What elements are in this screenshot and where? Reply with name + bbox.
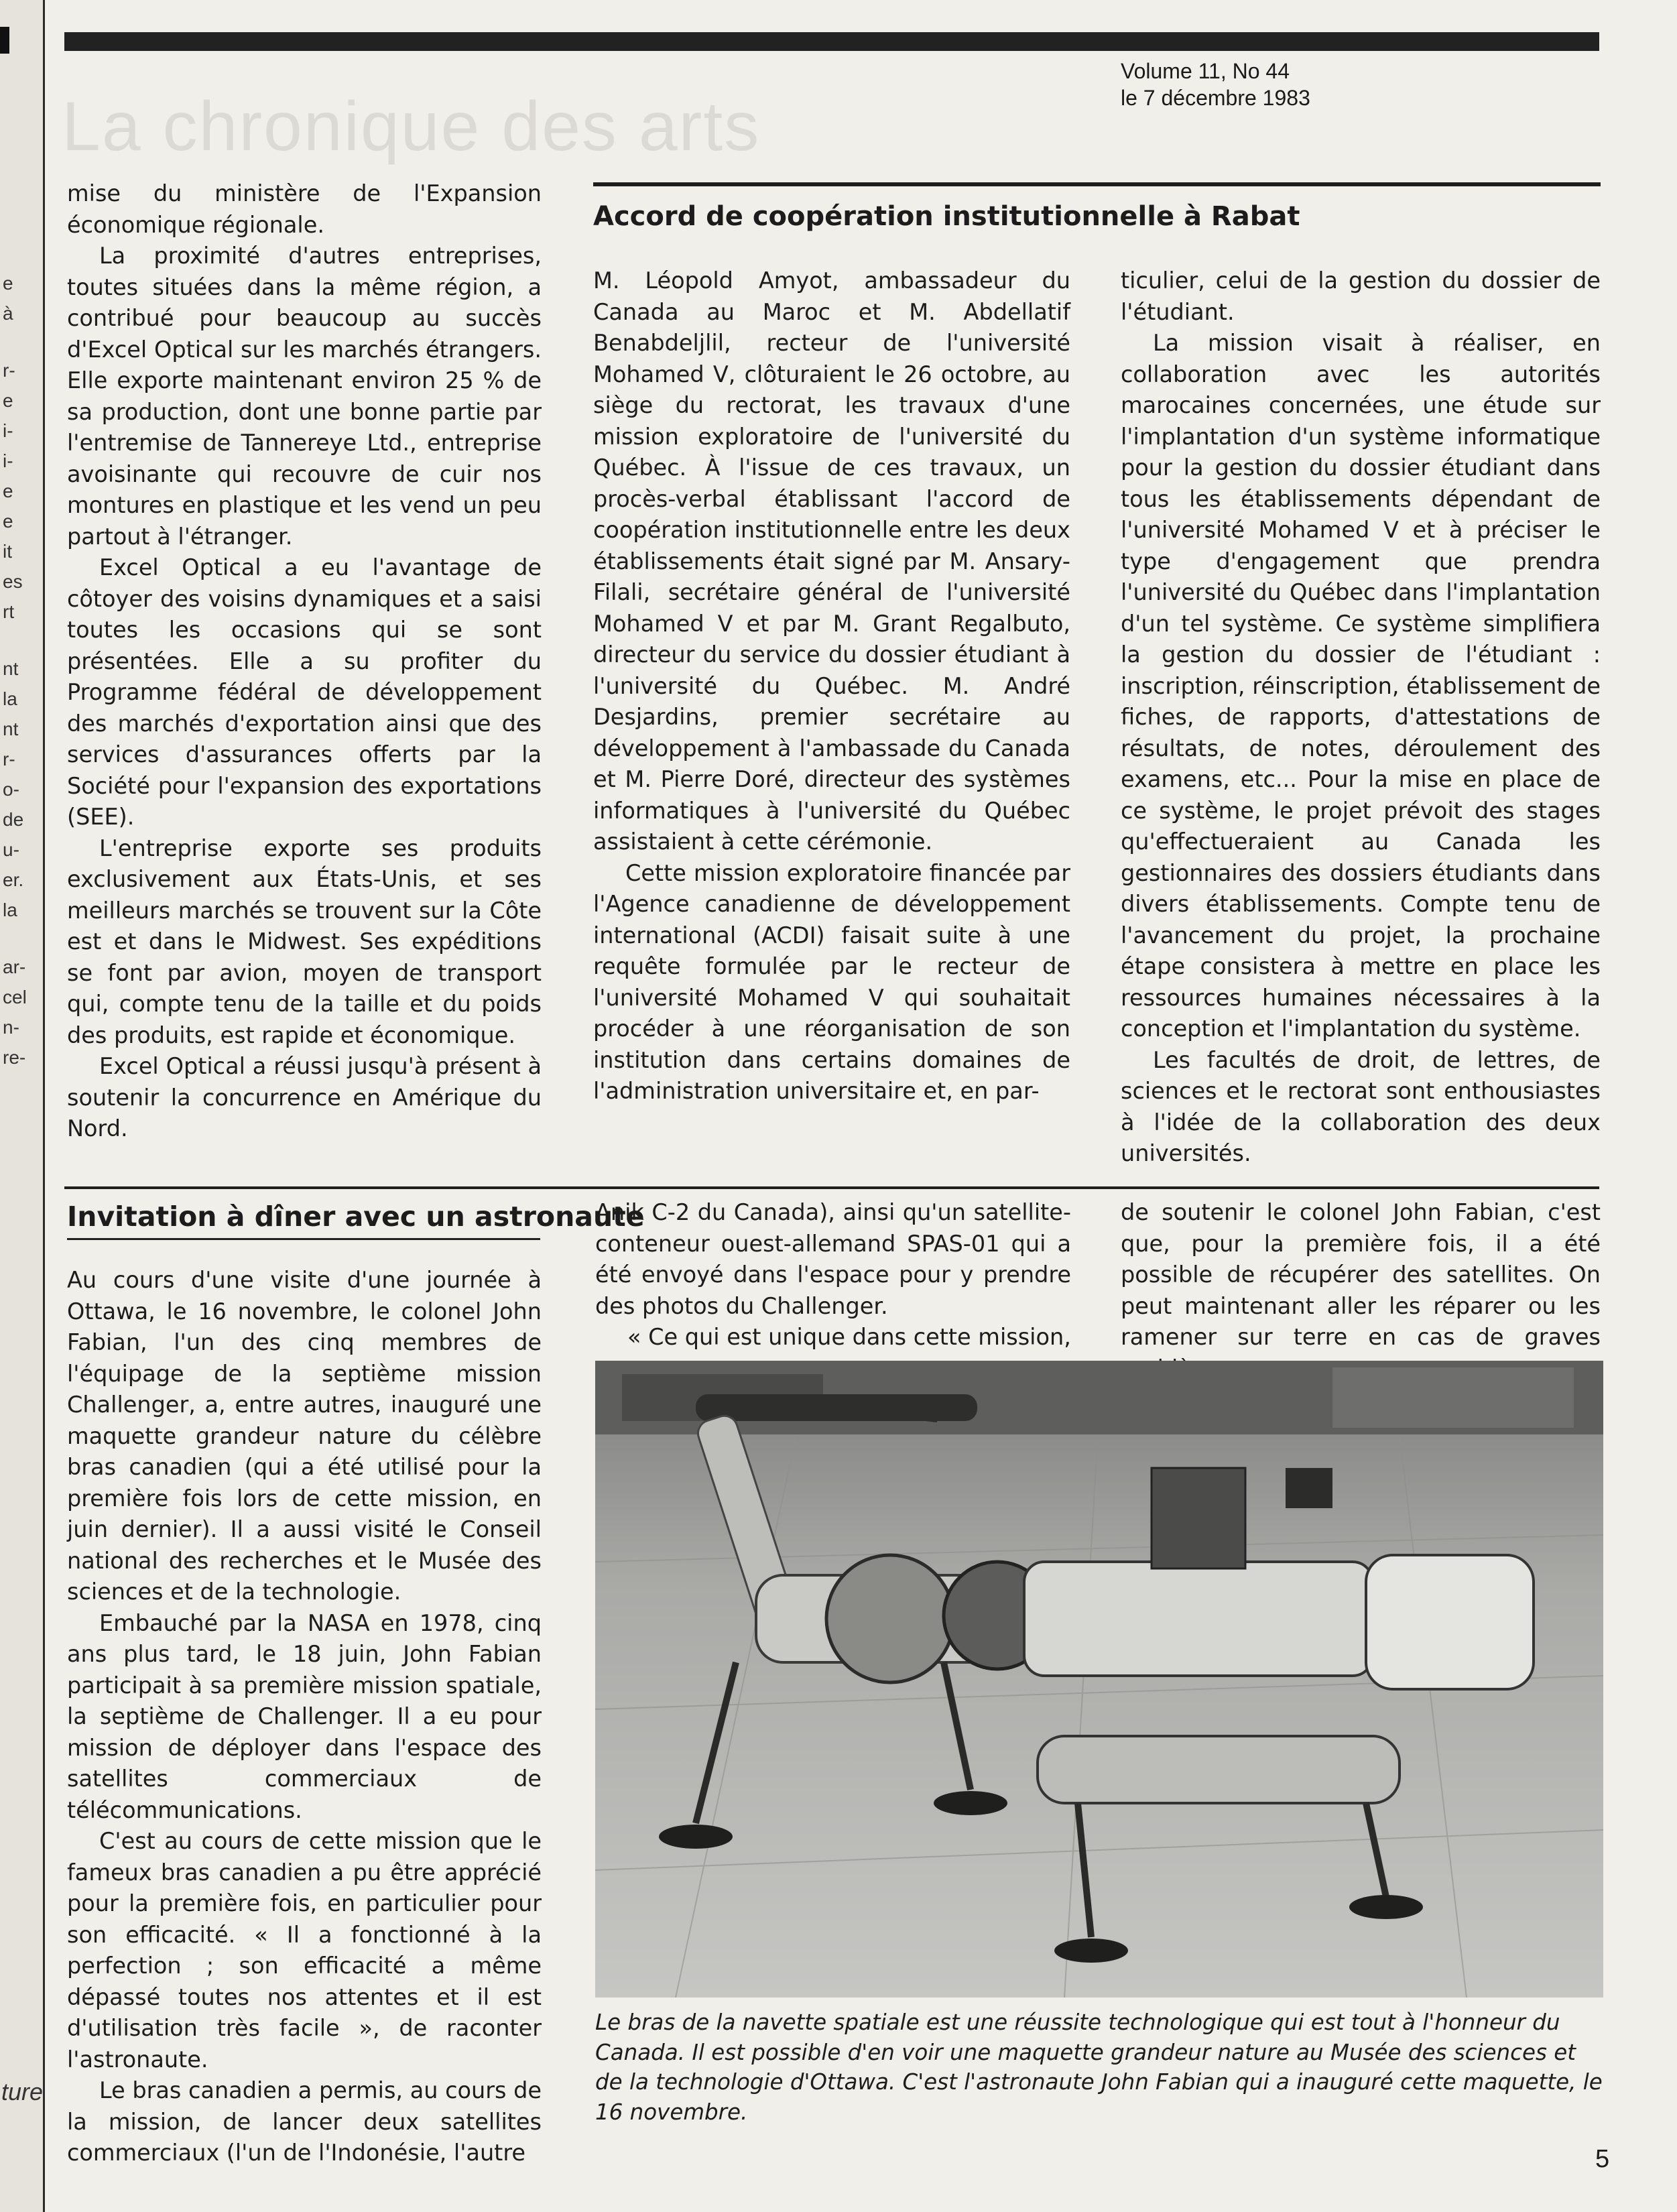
paragraph: M. Léopold Amyot, ambassadeur du Canada au Maroc et M. Abdellatif Benabdeljlil, recteur de l'université Mohamed V, clôturaient le 26 octobre, au siège du rectorat, les travaux d'une mission exploratoire de l'université du Québec. À l'issue de ces travaux, un procès-verbal établissant l'accord de coopération institutionnelle entre les deux établissements était signé par M. Ansary-Filali, secrétaire général de l'université Mohamed V et par M. Grant Regalbuto, directeur du service du dossier étudiant à l'université du Québec. M. André Desjardins, premier secrétaire au développement à l'ambassade du Canada et M. Pierre Doré, directeur des systèmes informatiques à l'université du Québec assistaient à cette cérémonie. xyxy=(593,267,1070,855)
rabat-headline-rule xyxy=(593,182,1601,186)
previous-page-footer-fragment: ture xyxy=(1,2078,44,2105)
previous-page-fragment: à xyxy=(3,303,13,324)
page-number: 5 xyxy=(1595,2145,1610,2173)
canadarm-photo xyxy=(595,1361,1603,1998)
paragraph: Les facultés de droit, de lettres, de sciences et le rectorat sont enthousiastes à l'idée de la collaboration des deux universités. xyxy=(1121,1046,1601,1166)
canadarm-illustration xyxy=(595,1361,1603,1998)
previous-page-fragment: e xyxy=(3,511,13,532)
previous-page-fragment: re- xyxy=(3,1047,26,1068)
paragraph: L'entreprise exporte ses produits exclusivement aux États-Unis, et ses meilleurs marchés se trouvent sur la Côte est et dans le Midwest. Ses expéditions se font par avion, moyen de transport qui, compte tenu de la taille et du poids des produits, est rapide et économique. xyxy=(67,835,542,1048)
paragraph: La proximité d'autres entreprises, toutes situées dans la même région, a contribué pour beaucoup au succès d'Excel Optical sur les marchés étrangers. Elle exporte maintenant environ 25 % de sa production, dont une bonne partie par l'entremise de Tannereye Ltd., entreprise avoisinante qui recouvre de cuir nos montures en plastique et les vend un peu partout à l'étranger. xyxy=(67,243,542,550)
rabat-headline: Accord de coopération institutionnelle à Rabat xyxy=(593,201,1300,232)
previous-page-fragment: u- xyxy=(3,839,19,860)
previous-page-fragment: r- xyxy=(3,749,15,770)
previous-page-fragment: e xyxy=(3,273,13,294)
previous-page-fragment: la xyxy=(3,900,17,920)
previous-page-fragment: ar- xyxy=(3,957,26,977)
issue-date: le 7 décembre 1983 xyxy=(1121,86,1310,110)
paragraph: Excel Optical a réussi jusqu'à présent à soutenir la concurrence en Amérique du Nord. xyxy=(67,1053,542,1142)
previous-page-fragment: nt xyxy=(3,719,19,739)
paragraph: de soutenir le colonel John Fabian, c'est que, pour la première fois, il a été possible de récupérer des satellites. On peut maintenant aller les réparer ou les ramener sur terre en cas de graves xyxy=(1121,1199,1601,1350)
paragraph: La mission visait à réaliser, en collaboration avec les autorités marocaines concernées, une étude sur l'implantation d'un système informatique pour la gestion du dossier étudiant dans tous les établissements dépendant de l'université Mohamed V et à préciser le type d'engagement que prendra l'université du Québec dans l'implantation d'un tel système. Ce système simplifiera la gestion du dossier de l'étudiant : inscription, réinscription, établissement de fiches, de rapports, d'attestations de résultats, de notes, déroulement des examens, etc... Pour la mise en place de ce système, le projet prévoit des stages qu'effectueraient au Canada les gestionnaires des dossiers étudiants dans divers établissements. Compte tenu de l'avancement du projet, la prochaine étape consistera à mettre en place les ressources humaines nécessaires à la conception et l'implantation du système. xyxy=(1121,330,1601,1042)
astronaut-column-2 xyxy=(595,1197,1071,1353)
paragraph: C'est au cours de cette mission que le fameux bras canadien a pu être apprécié pour la première fois, en particulier pour son efficacité. « Il a fonctionné à la perfection ; son efficacité a même dépassé toutes nos attentes et il est d'utilisation très facile », de raconter l'astronaute. xyxy=(67,1828,542,2073)
paragraph: Embauché par la NASA en 1978, cinq ans plus tard, le 18 juin, John Fabian participait à sa première mission spatiale, la septième de Challenger. Il a eu pour mission de déployer dans l'espace des satellites commerciaux de télécommunications. xyxy=(67,1609,542,1823)
masthead: La chronique des arts xyxy=(62,88,761,166)
previous-page-fragment: o- xyxy=(3,779,19,800)
excel-article-column xyxy=(67,178,542,1145)
photo-caption: Le bras de la navette spatiale est une réussite technologique qui est tout à l'honneur du Canada. Il est possible d'en voir une maquette grandeur nature au Musée des sciences et de la technologie d'Ottawa. C'est l'astronaute John Fabian qui a inauguré cette maquette, le 16 novembre. xyxy=(595,2010,1603,2125)
rabat-column-1 xyxy=(593,265,1070,1107)
paragraph: Le bras canadien a permis, au cours de la mission, de lancer deux satellites commerciaux (l'un de l'Indonésie, l'autre xyxy=(67,2077,542,2166)
previous-page-fragment: nt xyxy=(3,658,19,679)
paragraph: « Ce qui est unique dans cette mission, xyxy=(627,1324,1071,1350)
astronaut-headline-underline xyxy=(67,1238,540,1240)
previous-page-fragment: r- xyxy=(3,360,15,381)
paragraph: Excel Optical a eu l'avantage de côtoyer des voisins dynamiques et a saisi toutes les occasions qui se sont présentées. Elle a su profiter du Programme fédéral de développement des marchés d'exportation ainsi que des services d'assurances offerts par la Société pour l'expansion des exportations (SEE). xyxy=(67,554,542,830)
previous-page-fragment: rt xyxy=(3,601,15,622)
previous-page-fragment: de xyxy=(3,809,24,830)
astronaut-headline: Invitation à dîner avec un astronaute xyxy=(67,1201,645,1233)
previous-page-fragment: es xyxy=(3,571,23,592)
paragraph: mise du ministère de l'Expansion économique régionale. xyxy=(67,180,542,238)
previous-page-fragment: cel xyxy=(3,987,27,1007)
astronaut-column-1 xyxy=(67,1265,542,2169)
paragraph: Anik C-2 du Canada), ainsi qu'un satellite-conteneur ouest-allemand SPAS-01 qui a été envoyé dans l'espace pour y prendre des photos du Challenger. xyxy=(595,1199,1071,1319)
previous-page-fragment: e xyxy=(3,390,13,411)
paragraph: Cette mission exploratoire financée par l'Agence canadienne de développement international (ACDI) faisait suite à une requête formulée par le recteur de l'université Mohamed V qui souhaitait procéder à une réorganisation de son institution dans certains domaines de l'administration universitaire et, en par- xyxy=(593,859,1070,1104)
paragraph: Au cours d'une visite d'une journée à Ottawa, le 16 novembre, le colonel John Fabian, l'un des cinq membres de l'équipage de la septième mission Challenger, a, entre autres, inauguré une maquette grandeur nature du célèbre bras canadien (qui a été utilisé pour la première fois lors de cette mission, en juin dernier). Il a aussi visité le Conseil national des recherches et le Musée des sciences et de la technologie. xyxy=(67,1267,542,1605)
previous-page-mark xyxy=(0,27,9,54)
previous-page-fragment: e xyxy=(3,481,13,501)
previous-page-edge xyxy=(0,0,45,2212)
issue-info xyxy=(1121,58,1310,111)
top-rule xyxy=(64,32,1599,51)
previous-page-fragment: it xyxy=(3,541,12,562)
paragraph: ticulier, celui de la gestion du dossier de l'étudiant. xyxy=(1121,267,1601,325)
previous-page-fragment: i- xyxy=(3,450,13,471)
previous-page-fragment: n- xyxy=(3,1017,19,1038)
previous-page-fragment: la xyxy=(3,688,17,709)
rabat-column-2 xyxy=(1121,265,1601,1170)
volume-number: Volume 11, No 44 xyxy=(1121,59,1290,83)
section-divider xyxy=(64,1186,1599,1189)
previous-page-fragment: er. xyxy=(3,869,24,890)
astronaut-column-3 xyxy=(1121,1197,1601,1384)
previous-page-fragment: i- xyxy=(3,420,13,441)
